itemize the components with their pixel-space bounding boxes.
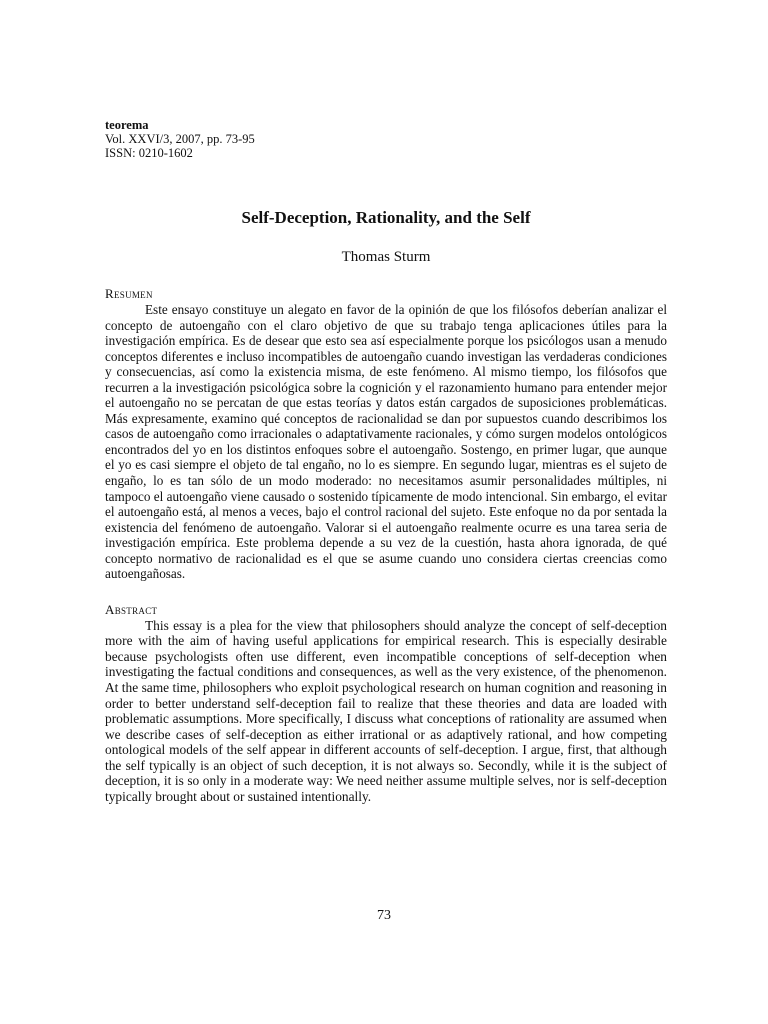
journal-issn: ISSN: 0210-1602 — [105, 146, 193, 160]
resumen-text: Este ensayo constituye un alegato en favor de la opinión de que los filósofos deberían analizar el concepto de autoengaño con el claro objetivo de que su trabajo tenga aplicaciones útiles para la investigación empírica. Es de desear que esto sea así especialmente porque los psicólogos usan a menudo conceptos diferentes e incluso incompatibles de autoengaño cuando investigan las verdaderas condiciones y consecuencias, así como la existencia misma, de este fenómeno. Al mismo tiempo, los filósofos que recurren a la investigación psicológica sobre la cognición y el razonamiento humano para entender mejor el autoengaño no se percatan de que estas teorías y datos están cargados de suposiciones problemáticas. Más expresamente, examino qué conceptos de racionalidad se dan por supuestos cuando describimos los casos de autoengaño como irracionales o adaptativamente racionales, y cómo surgen modelos ontológicos encontrados del yo en los distintos enfoques sobre el autoengaño. Sostengo, en primer lugar, que aunque el yo es casi siempre el objeto de tal engaño, no lo es siempre. En segundo lugar, mientras es el sujeto de engaño, lo es tan sólo de un modo moderado: no necesitamos asumir personalidades múltiples, ni tampoco el autoengaño viene causado o sostenido típicamente de modo intencional. Sin embargo, el evitar el autoengaño está, al menos a veces, bajo el control racional del sujeto. Este enfoque no da por sentada la existencia del fenómeno de autoengaño. Valorar si el autoengaño realmente ocurre es una tarea seria de investigación empírica. Este problema depende a su vez de la cuestión, hasta ahora ignorada, de qué concepto normativo de racionalidad es el que se asume cuando uno considera ciertas creencias como autoengañosas. — [105, 302, 667, 582]
journal-header — [105, 118, 667, 160]
journal-name: teorema — [105, 118, 149, 132]
resumen-heading: Resumen — [105, 286, 153, 301]
abstract-text: This essay is a plea for the view that philosophers should analyze the concept of self-deception more with the aim of having useful applications for empirical research. This is especially desirable because psychologists often use different, even incompatible conceptions of self-deception when investigating the factual conditions and consequences, as well as the very existence, of the phenomenon. At the same time, philosophers who exploit psychological research on human cognition and reasoning in order to better understand self-deception fail to realize that these theories and data are loaded with problematic assumptions. More specifically, I discuss what conceptions of rationality are assumed when we describe cases of self-deception as either irrational or as adaptively rational, and how competing ontological models of the self appear in different accounts of self-deception. I argue, first, that although the self typically is an object of such deception, it is not always so. Secondly, while it is the subject of deception, it is so only in a moderate way: We need neither assume multiple selves, nor is self-deception typically brought about or sustained intentionally. — [105, 617, 667, 804]
article-author: Thomas Sturm — [341, 249, 431, 265]
article-first-page — [105, 118, 667, 804]
abstract-heading: Abstract — [105, 601, 158, 617]
page-number: 73 — [377, 908, 391, 923]
article-title: Self-Deception, Rationality, and the Self — [241, 208, 531, 227]
journal-volume: Vol. XXVI/3, 2007, pp. 73-95 — [105, 132, 255, 146]
